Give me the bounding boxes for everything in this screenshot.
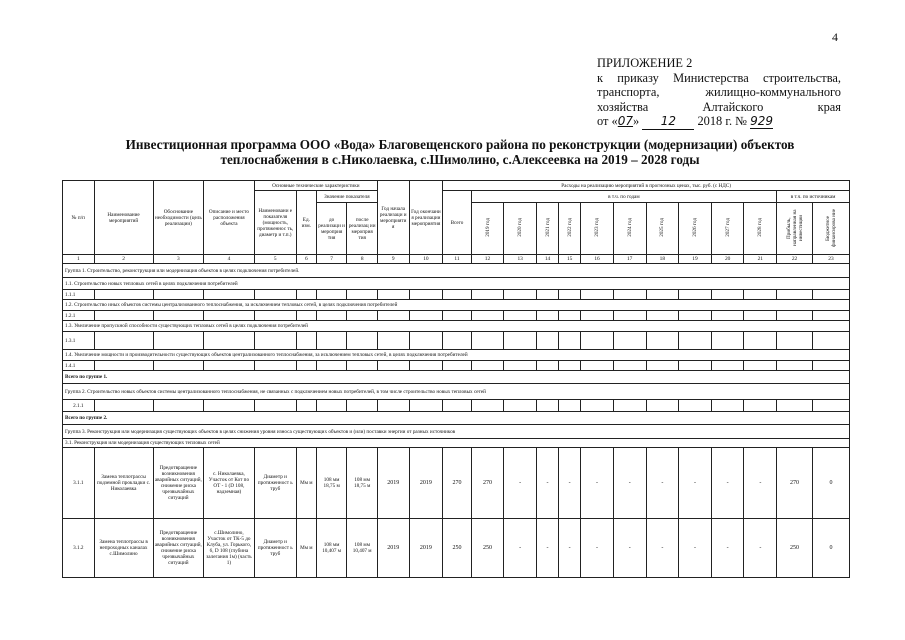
- col-number: 16: [581, 255, 614, 264]
- col-header-char-name: Наименовани е показателя (мощность, протяженнос ть, диаметр и т.п.): [254, 191, 296, 255]
- group-1-heading: Группа 1. Строительство, реконструкция или модернизация объектов в целях подключения потребителей.: [63, 264, 850, 278]
- order-number: 929: [750, 114, 774, 128]
- row-1-2-1-num: 1.2.1: [63, 311, 95, 321]
- document-title-line-2: теплоснабжения в с.Николаевка, с.Шимолино, с.Алексеевка на 2019 – 2028 годы: [220, 151, 700, 167]
- col-header-src-profit: Прибыль, направленная на инвестиции: [785, 209, 804, 246]
- col-number: 4: [204, 255, 255, 264]
- col-number: 12: [471, 255, 504, 264]
- group-2-total: Всего по группе 2.: [63, 412, 850, 425]
- row-end-year: 2019: [409, 448, 443, 519]
- row-total: 250: [443, 519, 471, 578]
- group-1-total: Всего по группе 1.: [63, 371, 850, 384]
- row-num: 3.1.2: [63, 519, 95, 578]
- row-unit: Мм м: [296, 448, 316, 519]
- date-suffix: 2018 г. №: [697, 114, 748, 128]
- row-year-2026: -: [679, 448, 712, 519]
- subgroup-1-3-heading: 1.3. Увеличение пропускной способности существующих тепловых сетей в целях подключения потребителей: [63, 321, 850, 332]
- row-src-budget: 0: [812, 448, 849, 519]
- col-number: 21: [744, 255, 777, 264]
- group-3-heading: Группа 3. Реконструкция или модернизация существующих объектов в целях снижения уровня износа существующих объектов и (или) поставки энергии от разных источников: [63, 425, 850, 439]
- row-before: 108 мм 10,407 м: [316, 519, 347, 578]
- row-end-year: 2019: [409, 519, 443, 578]
- date-month: 12: [642, 114, 694, 130]
- col-number: 2: [94, 255, 153, 264]
- row-year-2024: -: [613, 519, 646, 578]
- col-header-indicator-values: Значение показателя: [316, 191, 377, 203]
- table-row: [63, 448, 850, 519]
- document-title: [70, 138, 850, 167]
- row-src-budget: 0: [812, 519, 849, 578]
- col-header-by-years: в т.ч. по годам: [471, 191, 776, 203]
- col-header-num: № п/п: [63, 181, 95, 255]
- col-header-after: после реализац ии мероприя тия: [347, 203, 378, 255]
- page-number: 4: [832, 30, 838, 44]
- appendix-date-line: [597, 114, 841, 130]
- date-prefix: от «: [597, 114, 618, 128]
- row-char-name: Диаметр и протяженност ь труб: [254, 448, 296, 519]
- col-header-year-2022: 2022 год: [566, 218, 573, 237]
- row-year-2027: -: [711, 448, 744, 519]
- col-header-main-chars: Основные технические характеристики: [254, 181, 377, 191]
- col-number: 17: [613, 255, 646, 264]
- row-year-2020: -: [504, 448, 537, 519]
- group-2-heading: Группа 2. Строительство новых объектов системы централизованного теплоснабжения, не связанных с подключением новых потребителей, в том числе строительство новых тепловых сетей: [63, 384, 850, 400]
- col-number: 15: [559, 255, 581, 264]
- document-title-line-1: Инвестиционная программа ООО «Вода» Благовещенского района по реконструкции (модернизации) объектов: [125, 137, 795, 152]
- col-header-year-2019: 2019 год: [484, 218, 491, 237]
- row-2-1-1-num: 2.1.1: [63, 400, 95, 412]
- row-before: 108 мм 18,75 м: [316, 448, 347, 519]
- col-header-before: до реализаци и мероприя тия: [316, 203, 347, 255]
- col-header-year-2027: 2027 год: [724, 218, 731, 237]
- row-year-2020: -: [504, 519, 537, 578]
- col-number: 22: [777, 255, 813, 264]
- col-number: 20: [711, 255, 744, 264]
- row-justification: Предотвращение возникновения аварийных ситуаций, снижение риска чрезвычайных ситуаций: [153, 519, 204, 578]
- col-number: 7: [316, 255, 347, 264]
- row-year-2023: -: [581, 448, 614, 519]
- col-header-year-2028: 2028 год: [757, 218, 764, 237]
- appendix-line-1: к приказу Министерства строительства,: [597, 70, 841, 85]
- col-header-year-2024: 2024 год: [626, 218, 633, 237]
- col-number: 5: [254, 255, 296, 264]
- row-location: с. Николаевка, Участок от Кот по ОТ - 1 (D 108, надземная): [204, 448, 255, 519]
- subgroup-1-2-heading: 1.2. Строительство иных объектов системы централизованного теплоснабжения, за исключением тепловых сетей, в целях подключения потребителей: [63, 300, 850, 311]
- row-name: Замена теплотрассы в непроходных каналах с.Шимолино: [94, 519, 153, 578]
- row-1-1-1-num: 1.1.1: [63, 290, 95, 300]
- row-src-profit: 270: [777, 448, 813, 519]
- appendix-line-3: хозяйства Алтайского края: [597, 99, 841, 114]
- subgroup-1-4-heading: 1.4. Увеличение мощности и производительности существующих объектов централизованного теплоснабжения, за исключением тепловых сетей, в целях подключения потребителей: [63, 350, 850, 361]
- row-1-3-1-num: 1.3.1: [63, 332, 95, 350]
- table-row: [63, 519, 850, 578]
- appendix-line-2: транспорта, жилищно-коммунального: [597, 85, 841, 99]
- col-number: 23: [812, 255, 849, 264]
- col-header-start-year: Год начала реализаци и мероприятия: [377, 181, 409, 255]
- row-year-2027: -: [711, 519, 744, 578]
- appendix-header: [597, 56, 841, 130]
- col-header-location: Описание и место расположения объекта: [204, 181, 255, 255]
- col-number: 3: [153, 255, 204, 264]
- col-number: 8: [347, 255, 378, 264]
- col-header-year-2021: 2021 год: [544, 218, 551, 237]
- row-year-2025: -: [646, 448, 679, 519]
- row-name: Замена теплотрассы подземной прокладки с. Николаевка: [94, 448, 153, 519]
- subgroup-3-1-heading: 3.1. Реконструкция или модернизация существующих тепловых сетей: [63, 439, 850, 448]
- row-year-2023: -: [581, 519, 614, 578]
- row-year-2021: -: [536, 448, 558, 519]
- row-year-2019: 250: [471, 519, 504, 578]
- col-number: 14: [536, 255, 558, 264]
- row-start-year: 2019: [377, 519, 409, 578]
- row-year-2022: -: [559, 519, 581, 578]
- row-start-year: 2019: [377, 448, 409, 519]
- row-after: 108 мм 10,407 м: [347, 519, 378, 578]
- row-year-2028: -: [744, 519, 777, 578]
- col-number: 10: [409, 255, 443, 264]
- subgroup-1-1-heading: 1.1. Строительство новых тепловых сетей в целях подключения потребителей: [63, 278, 850, 290]
- row-src-profit: 250: [777, 519, 813, 578]
- col-header-unit: Ед. изм.: [296, 191, 316, 255]
- col-header-year-2026: 2026 год: [692, 218, 698, 237]
- row-char-name: Диаметр и протяженност ь труб: [254, 519, 296, 578]
- col-number: 9: [377, 255, 409, 264]
- row-total: 270: [443, 448, 471, 519]
- col-header-year-2025: 2025 год: [659, 218, 666, 237]
- row-year-2019: 270: [471, 448, 504, 519]
- column-numbers-row: [63, 255, 850, 264]
- row-unit: Мм м: [296, 519, 316, 578]
- col-header-costs: Расходы на реализацию мероприятий в прогнозных ценах, тыс. руб. (с НДС): [443, 181, 850, 191]
- col-header-src-budget: Бюджетное финансирова ние: [824, 208, 837, 247]
- col-header-end-year: Год окончани я реализации мероприятия: [409, 181, 443, 255]
- col-number: 1: [63, 255, 95, 264]
- col-header-year-2023: 2023 год: [594, 218, 601, 237]
- row-after: 108 мм 18,75 м: [347, 448, 378, 519]
- col-number: 19: [679, 255, 712, 264]
- col-number: 13: [504, 255, 537, 264]
- col-header-year-2020: 2020 год: [517, 218, 524, 237]
- row-1-4-1-num: 1.4.1: [63, 361, 95, 371]
- col-header-name: Наименование мероприятий: [94, 181, 153, 255]
- col-number: 11: [443, 255, 471, 264]
- row-location: с.Шимолино, Участок от ТК-5 до Клуба, ул. Горького, 6, D 108 (глубина залегания 1м) (часть 1): [204, 519, 255, 578]
- col-header-by-sources: в т.ч. по источникам: [777, 191, 850, 203]
- row-year-2022: -: [559, 448, 581, 519]
- row-year-2026: -: [679, 519, 712, 578]
- row-year-2021: -: [536, 519, 558, 578]
- date-day: 07: [617, 114, 634, 128]
- investment-table: [62, 180, 850, 578]
- col-number: 18: [646, 255, 679, 264]
- col-header-total: Всего: [443, 191, 471, 255]
- row-year-2025: -: [646, 519, 679, 578]
- row-year-2024: -: [613, 448, 646, 519]
- appendix-title: ПРИЛОЖЕНИЕ 2: [597, 56, 693, 70]
- col-number: 6: [296, 255, 316, 264]
- row-year-2028: -: [744, 448, 777, 519]
- row-justification: Предотвращение возникновения аварийных ситуаций, снижение риска чрезвычайных ситуаций: [153, 448, 204, 519]
- date-mid: »: [633, 114, 640, 128]
- col-header-justification: Обоснование необходимости (цель реализации): [153, 181, 204, 255]
- row-num: 3.1.1: [63, 448, 95, 519]
